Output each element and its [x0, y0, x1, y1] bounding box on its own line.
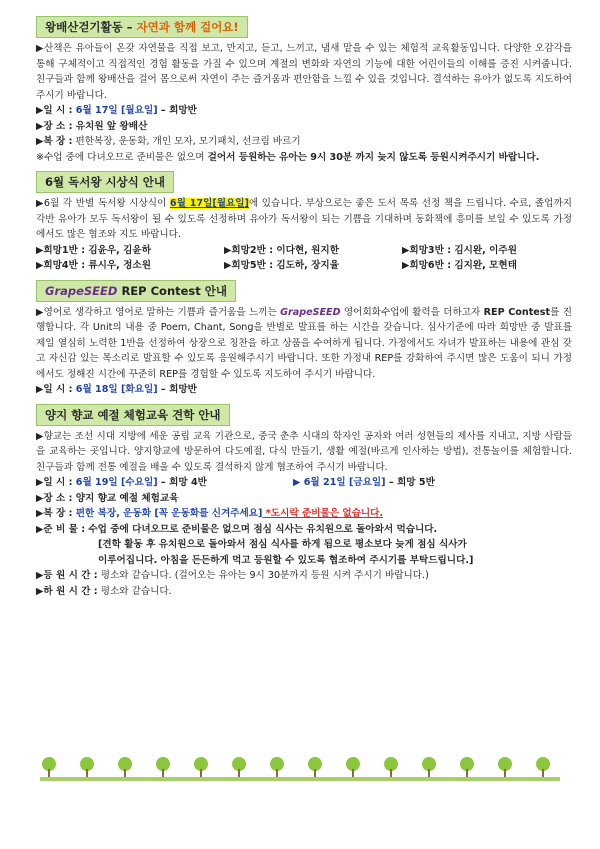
grapeseed-logo-inline: GrapeSEED — [280, 306, 341, 318]
tree-icon — [80, 757, 94, 779]
hyanggyo-leave-row: ▶하 원 시 간 : 평소와 같습니다. — [36, 585, 172, 597]
tree-icon — [384, 757, 398, 779]
hyanggyo-prep-line2: [견학 활동 후 유치원으로 돌아와서 점심 식사를 하게 됨으로 평소보다 늦게 점심 식사가 — [98, 539, 467, 550]
tree-icon — [346, 757, 360, 779]
winner-item: ▶희망4반 : 류시우, 정소원 — [36, 260, 151, 271]
tree-icon — [194, 757, 208, 779]
tree-border — [40, 757, 560, 779]
rep-date-row: ▶일 시 : 6월 18일 [화요일] – 희망반 — [36, 384, 197, 395]
tree-icon — [498, 757, 512, 779]
grass-line — [40, 777, 560, 781]
tree-icon — [308, 757, 322, 779]
walk-place-row: ▶장 소 : 유치원 앞 왕배산 — [36, 120, 148, 132]
walk-note: ※수업 중에 다녀오므로 준비물은 없으며 걸어서 등원하는 유아는 9시 30분 까지 늦지 않도록 등원시켜주시기 바랍니다. — [36, 151, 540, 163]
tree-icon — [42, 757, 56, 779]
winner-item: ▶희망3반 : 김시완, 이주원 — [402, 244, 517, 256]
tree-icon — [460, 757, 474, 779]
hyanggyo-dress-row: ▶복 장 : 편한 복장, 운동화 [꼭 운동화를 신겨주세요] *도시락 준비물은 없습니다. — [36, 508, 384, 519]
hyanggyo-prep-line3: 이루어집니다. 아침을 든든하게 먹고 등원할 수 있도록 협조하여 주시기를 부탁드립니다.] — [98, 554, 474, 566]
hyanggyo-date-row: ▶일 시 : 6월 19일 [수요일] – 희망 4반 ▶ 6월 21일 [금요일] – 희망 5반 — [36, 477, 435, 488]
section-title-hyanggyo: 양지 향교 예절 체험교육 견학 안내 — [36, 404, 230, 426]
rep-intro: ▶영어로 생각하고 영어로 말하는 기쁨과 즐거움을 느끼는 GrapeSEED 영어회화수업에 활력을 더하고자 REP Contest를 진행합니다. 각 Unit의 내용 중 Poem, Chant, Song을 반별로 발표를 하는 시간을 갖습니다. 심사기준에 따라 희망반 중 발표를 제일 열심히 노력한 1반을 선정하여 상장으로 칭찬을 하고 상품을 수여하게 됩니다. 가정에서도 자녀가 발표하는 내용에 관심 갖고 자신감 있는 목소리로 발표할 수 있도록 응원해주시기 바랍니다. 또한 가정내 REP를 강화하여 주시면 많은 도움이 되니 가정에서도 정해진 시간에 꾸준히 REP를 경험할 수 있도록 지도하여 주시기 바랍니다. — [36, 306, 572, 380]
winner-item: ▶희망6반 : 김지완, 모현태 — [402, 260, 517, 271]
tree-icon — [232, 757, 246, 779]
section-title-walk: 왕배산걷기활동 – 자연과 함께 걸어요! — [36, 16, 248, 38]
newsletter-page — [36, 10, 572, 599]
winner-item: ▶희망1반 : 김윤우, 김윤하 — [36, 244, 151, 256]
section-title-reading: 6월 독서왕 시상식 안내 — [36, 171, 174, 193]
reading-intro: ▶6월 각 반별 독서왕 시상식이 6월 17일[월요일]에 있습니다. 부상으로는 좋은 도서 목록 선정 책을 드립니다. 수료, 졸업까지 각반 유아가 모두 독서왕이 될 수 있도록 선정하며 유아가 독서왕이 되는 기쁨을 기대하며 동화책에 흥미를 보일 수 있도록 가정에서도 많은 협조와 지도 바랍니다. — [36, 198, 572, 240]
hyanggyo-arrive-row: ▶등 원 시 간 : 평소와 같습니다. (걸어오는 유아는 9시 30분까지 등원 시켜 주시기 바랍니다.) — [36, 570, 429, 581]
walk-dress-row: ▶복 장 : 편한복장, 운동화, 개인 모자, 모기패치, 선크림 바르기 — [36, 136, 301, 147]
tree-icon — [118, 757, 132, 779]
hyanggyo-intro: ▶향교는 조선 시대 지방에 세운 공립 교육 기관으로, 중국 춘추 시대의 학자인 공자와 여러 성현들의 제사를 지내고, 지방 사람들을 교육하는 곳입니다. 양지향교에 방문하여 다도예절, 다식 만들기, 생활 예절(바르게 인사하는 방법), 전통놀이를 체험합니다. 친구들과 함께 전통 예절을 배울 수 있도록 결석하지 않게 협조하여 주시기 바랍니다. — [36, 430, 572, 473]
winner-item: ▶희망5반 : 김도하, 장지율 — [224, 260, 339, 271]
reading-winners — [36, 243, 572, 274]
section-rep-contest — [36, 280, 572, 398]
grapeseed-logo: GrapeSEED — [45, 283, 118, 298]
hyanggyo-place-row: ▶장 소 : 양지 향교 예절 체험교육 — [36, 492, 179, 504]
section-reading-award — [36, 171, 572, 274]
winner-item: ▶희망2반 : 이다현, 원지한 — [224, 244, 339, 256]
tree-icon — [422, 757, 436, 779]
tree-icon — [156, 757, 170, 779]
walk-date-row: ▶일 시 : 6월 17일 [월요일] – 희망반 — [36, 105, 197, 116]
section-title-rep: GrapeSEED REP Contest 안내 — [36, 280, 236, 302]
section-walk — [36, 16, 572, 165]
section-hyanggyo-trip — [36, 404, 572, 600]
hyanggyo-prep-row: ▶준 비 물 : 수업 중에 다녀오므로 준비물은 없으며 점심 식사는 유치원으로 돌아와서 먹습니다. — [36, 523, 438, 535]
tree-icon — [270, 757, 284, 779]
tree-icon — [536, 757, 550, 779]
walk-intro: ▶산책은 유아들이 온갖 자연물을 직접 보고, 만지고, 듣고, 느끼고, 냄새 맡을 수 있는 체험적 교육활동입니다. 다양한 오감각을 통해 구체적이고 직접적인 경험 활동을 가질 수 있으며 계절의 변화와 자연의 기능에 대한 어린이들의 이해를 증진 시켜줍니다. 친구들과 함께 왕배산을 걸어 몸으로써 자연이 주는 즐거움과 편안함을 느낄 수 있을 것입니다. 결석하는 유아가 없도록 지도하여 주시기 바랍니다. — [36, 43, 572, 101]
